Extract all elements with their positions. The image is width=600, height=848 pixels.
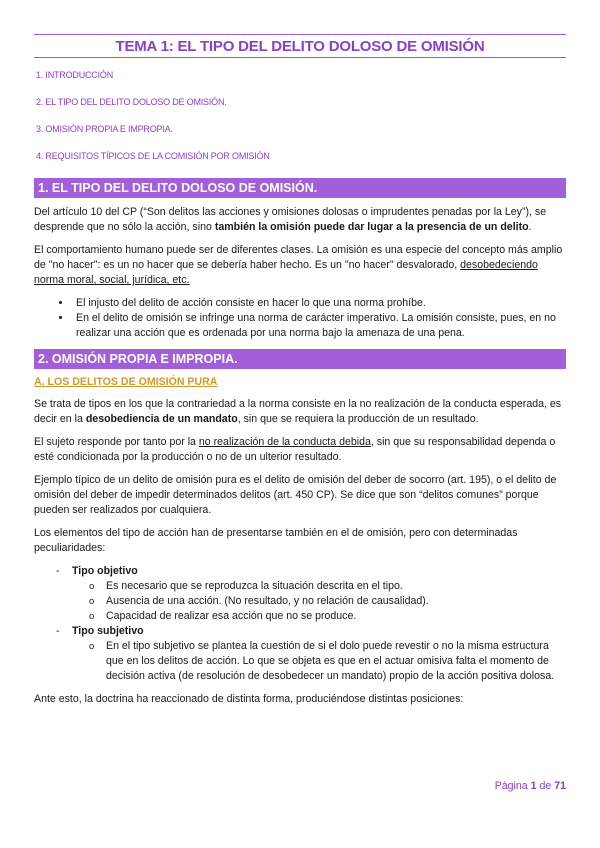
text-span: Se trata de tipos en los que la contrariedad a la norma consiste en la no realización de la conducta esperada, es decir en la	[34, 398, 562, 425]
section-2-paragraph-2	[34, 435, 566, 465]
page-total: 71	[554, 780, 566, 792]
tipo-objetivo-sublist	[72, 579, 566, 624]
list-item	[72, 624, 566, 684]
page-label: Página	[494, 780, 531, 792]
tipo-subjetivo-sublist	[72, 639, 566, 684]
list-item: • En el delito de omisión se infringe una norma de carácter imperativo. La omisión consiste, pues, en no realizar una acción que es ordenada por una norma bajo la amenaza de una pena.	[72, 311, 566, 341]
elements-list	[34, 564, 566, 684]
list-item: o Ausencia de una acción. (No resultado, y no relación de causalidad).	[106, 594, 566, 609]
underlined-span: no realización de la conducta debida	[198, 436, 371, 448]
toc-item-2[interactable]: 2. EL TIPO DEL DELITO DOLOSO DE OMISIÓN.	[36, 97, 227, 107]
section-1-paragraph-2	[34, 243, 566, 288]
page-footer	[495, 780, 566, 792]
document-page	[34, 34, 566, 715]
text-span: El comportamiento humano puede ser de diferentes clases. La omisión es una especie del concepto más amplio de "no hacer": es un no hacer que se debería haber hecho. Es un "no hacer" desvalorado,	[34, 244, 563, 271]
section-1-paragraph-1	[34, 205, 566, 235]
list-item: o Capacidad de realizar esa acción que no se produce.	[106, 609, 566, 624]
page-title: TEMA 1: EL TIPO DEL DELITO DOLOSO DE OMISIÓN	[115, 38, 485, 55]
bold-span: también la omisión puede dar lugar a la presencia de un delito	[214, 221, 529, 233]
section-2-paragraph-1	[34, 397, 566, 427]
section-1-bullet-list	[34, 296, 566, 341]
list-item	[72, 564, 566, 624]
section-2-heading: 2. OMISIÓN PROPIA E IMPROPIA.	[34, 349, 566, 369]
text-span: , sin que su responsabilidad dependa o esté condicionada por la producción o no de un ulterior resultado.	[34, 436, 556, 463]
tipo-objetivo-label: Tipo objetivo	[72, 565, 138, 577]
toc-item-3[interactable]: 3. OMISIÓN PROPIA E IMPROPIA.	[36, 124, 173, 134]
table-of-contents	[34, 70, 566, 161]
section-1-heading: 1. EL TIPO DEL DELITO DOLOSO DE OMISIÓN.	[34, 178, 566, 198]
page-number: 1	[530, 780, 537, 792]
title-bar	[34, 34, 566, 58]
list-item: o En el tipo subjetivo se plantea la cuestión de si el dolo puede revestir o no la misma estructura que en los delitos de acción. Lo que se objeta es que en el actuar omisiva falta el momento de decisión activa (de resolución de desobedecer un mandato) propio de la acción positiva dolosa.	[106, 639, 566, 684]
text-span: El sujeto responde por tanto por la	[34, 436, 199, 448]
section-2-paragraph-3: Ejemplo típico de un delito de omisión pura es el delito de omisión del deber de socorro (art. 195), o el delito de omisión del deber de impedir determinados delitos (art. 450 CP). Se dice que son “delitos comunes” porque pueden ser realizados por cualquiera.	[34, 474, 557, 516]
bold-span: desobediencia de un mandato	[85, 413, 238, 425]
section-2-paragraph-4: Los elementos del tipo de acción han de presentarse también en el de omisión, pero con determinadas peculiaridades:	[34, 527, 518, 554]
toc-item-1[interactable]: 1. INTRODUCCIÓN	[36, 70, 114, 80]
list-item: • El injusto del delito de acción consiste en hacer lo que una norma prohíbe.	[72, 296, 566, 311]
of-label: de	[536, 780, 555, 792]
section-2-subheading: A. LOS DELITOS DE OMISIÓN PURA	[34, 376, 218, 388]
section-2-paragraph-5: Ante esto, la doctrina ha reaccionado de distinta forma, produciéndose distintas posiciones:	[34, 693, 464, 705]
text-span: .	[528, 221, 532, 233]
tipo-subjetivo-label: Tipo subjetivo	[72, 625, 144, 637]
text-span: Del artículo 10 del CP (“Son delitos las acciones y omisiones dolosas o imprudentes penadas por la Ley”), se desprende que no sólo la acción, sino	[34, 206, 547, 233]
toc-item-4[interactable]: 4. REQUISITOS TÍPICOS DE LA COMISIÓN POR OMISIÓN	[36, 151, 270, 161]
list-item: o Es necesario que se reproduzca la situación descrita en el tipo.	[106, 579, 566, 594]
text-span: , sin que se requiera la producción de un resultado.	[237, 413, 479, 425]
underlined-span: desobedeciendo norma moral, social, jurídica, etc.	[34, 259, 538, 286]
